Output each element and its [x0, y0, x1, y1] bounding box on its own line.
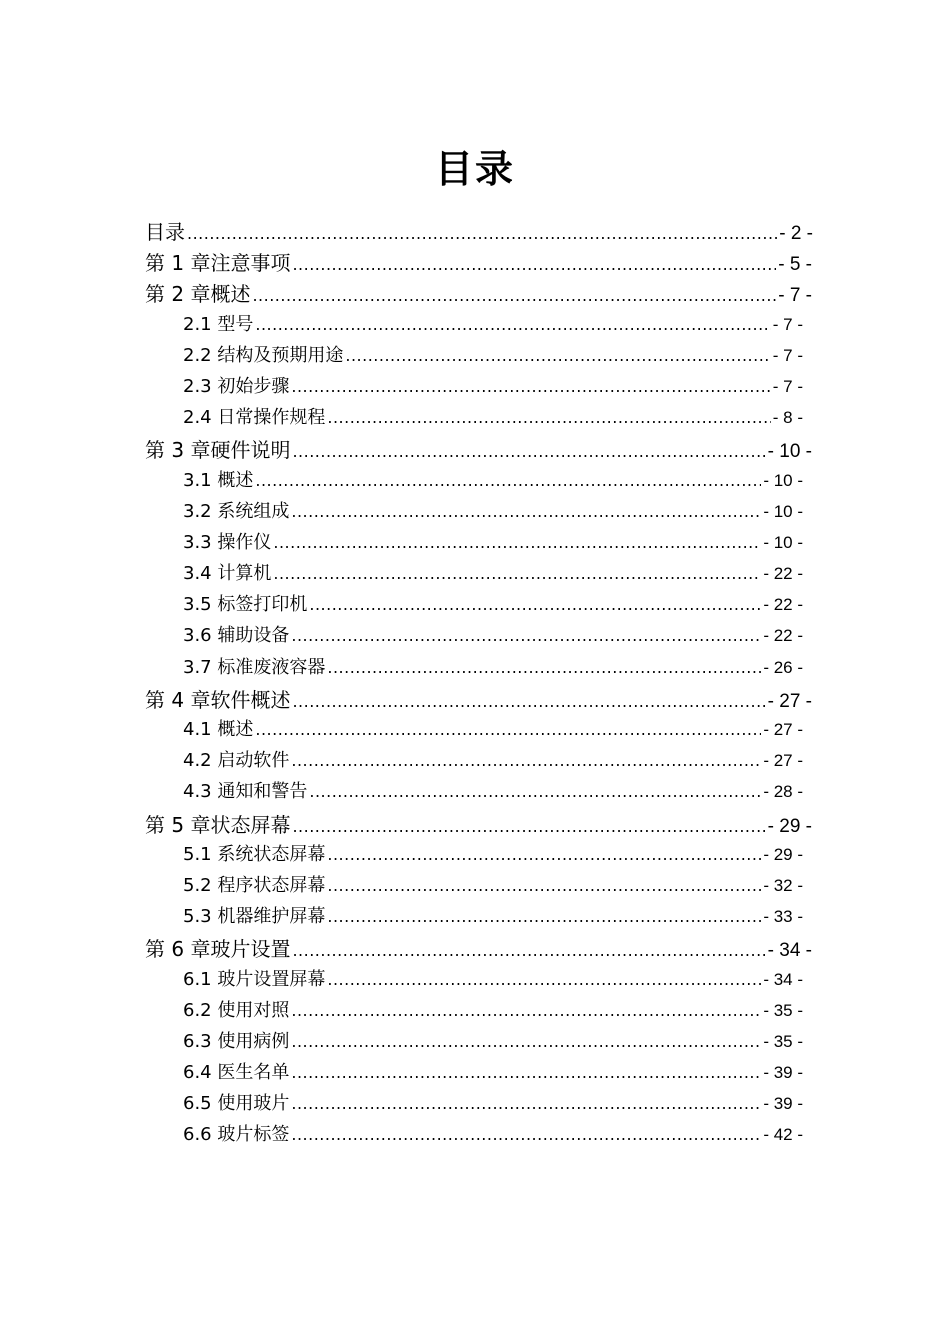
toc-leader-dots	[291, 502, 761, 521]
toc-section-entry[interactable]	[0, 965, 803, 996]
toc-leader-dots	[345, 346, 770, 365]
toc-leader-dots	[255, 315, 770, 334]
toc-section-entry[interactable]	[0, 559, 803, 590]
toc-chapter-entry[interactable]	[0, 278, 812, 309]
toc-entry-title: 2.1 型号	[183, 313, 254, 335]
toc-leader-dots	[292, 255, 776, 274]
toc-section-entry[interactable]	[0, 621, 803, 652]
toc-leader-dots	[327, 907, 761, 926]
toc-entry-title: 5.3 机器维护屏幕	[183, 906, 326, 928]
toc-leader-dots	[255, 471, 761, 490]
toc-entry-title: 6.6 玻片标签	[183, 1124, 290, 1146]
toc-title: 目录	[434, 147, 515, 191]
toc-page-number: - 39 -	[763, 1063, 803, 1083]
toc-leader-dots	[309, 782, 761, 801]
toc-section-entry[interactable]	[0, 777, 803, 808]
toc-entry-title: 第 4 章软件概述	[145, 687, 291, 712]
toc-section-entry[interactable]	[0, 653, 803, 684]
toc-leader-dots	[291, 377, 770, 396]
toc-page-number: - 22 -	[763, 564, 803, 584]
toc-chapter-entry[interactable]	[0, 434, 812, 465]
toc-leader-dots	[291, 1063, 761, 1082]
toc-entry-title: 6.1 玻片设置屏幕	[183, 968, 326, 990]
toc-leader-dots	[255, 720, 761, 739]
toc-section-entry[interactable]	[0, 1027, 803, 1058]
toc-entry-title: 6.5 使用玻片	[183, 1093, 290, 1115]
toc-chapter-entry[interactable]	[0, 933, 812, 964]
toc-entry-title: 目录	[145, 220, 185, 244]
toc-entry-title: 第 1 章注意事项	[145, 251, 291, 276]
toc-page-number: - 22 -	[763, 595, 803, 615]
toc-entry-title: 第 3 章硬件说明	[145, 438, 291, 463]
toc-page-number: - 2 -	[779, 223, 813, 244]
toc-section-entry[interactable]	[0, 403, 803, 434]
toc-entry-title: 5.1 系统状态屏幕	[183, 843, 326, 865]
toc-page-number: - 10 -	[763, 532, 803, 552]
toc-section-entry[interactable]	[0, 341, 803, 372]
toc-entry-title: 4.1 概述	[183, 719, 254, 740]
toc-page-number: - 35 -	[763, 1000, 803, 1020]
toc-leader-dots	[327, 408, 770, 427]
toc-page-number: - 33 -	[763, 907, 803, 927]
toc-section-entry[interactable]	[0, 372, 803, 403]
toc-page-number: - 22 -	[763, 626, 803, 646]
toc-page-number: - 34 -	[763, 969, 803, 989]
toc-page-number: - 7 -	[772, 314, 803, 334]
toc-leader-dots	[291, 751, 761, 770]
toc-leader-dots	[292, 817, 765, 836]
toc-leader-dots	[292, 941, 765, 960]
toc-section-entry[interactable]	[0, 840, 803, 871]
toc-page-number: - 8 -	[772, 408, 803, 428]
toc-page-number: - 10 -	[767, 441, 812, 463]
toc-page-number: - 35 -	[763, 1031, 803, 1051]
toc-entry-title: 3.1 概述	[183, 469, 254, 491]
toc-leader-dots	[291, 1001, 761, 1020]
toc-leader-dots	[291, 1125, 761, 1144]
toc-page-number: - 27 -	[767, 690, 812, 712]
toc-page-number: - 7 -	[778, 285, 812, 307]
toc-section-entry[interactable]	[0, 528, 803, 559]
toc-leader-dots	[327, 658, 761, 677]
toc-page-number: - 29 -	[763, 844, 803, 864]
toc-entry-title: 4.3 通知和警告	[183, 781, 308, 803]
toc-page-number: - 7 -	[772, 376, 803, 396]
toc-section-entry[interactable]	[0, 497, 803, 528]
toc-page-number: - 5 -	[778, 254, 812, 276]
toc-page-number: - 28 -	[763, 782, 803, 802]
toc-page-number: - 7 -	[772, 345, 803, 365]
toc-chapter-entry[interactable]	[0, 809, 812, 840]
toc-page-number: - 42 -	[763, 1125, 803, 1145]
toc-section-entry[interactable]	[0, 1120, 803, 1151]
toc-page-number: - 34 -	[767, 940, 812, 962]
toc-leader-dots	[309, 595, 761, 614]
toc-leader-dots	[187, 224, 777, 243]
toc-leader-dots	[252, 286, 776, 305]
toc-entry-title: 第 5 章状态屏幕	[145, 812, 291, 837]
toc-entry-title: 3.5 标签打印机	[183, 594, 308, 616]
toc-list	[0, 216, 950, 1152]
toc-leader-dots	[291, 626, 761, 645]
toc-entry-title: 3.7 标准废液容器	[183, 656, 326, 678]
toc-entry-title: 6.3 使用病例	[183, 1030, 290, 1052]
toc-section-entry[interactable]	[0, 746, 803, 777]
toc-section-entry[interactable]	[0, 310, 803, 341]
toc-section-entry[interactable]	[0, 902, 803, 933]
toc-page-number: - 27 -	[763, 751, 803, 771]
toc-section-entry[interactable]	[0, 1089, 803, 1120]
toc-page-number: - 10 -	[763, 470, 803, 490]
toc-leader-dots	[327, 845, 761, 864]
toc-entry-title: 2.4 日常操作规程	[183, 407, 326, 429]
toc-page-number: - 10 -	[763, 501, 803, 521]
toc-entry-title: 3.3 操作仪	[183, 531, 272, 553]
toc-leader-dots	[327, 876, 761, 895]
toc-page-number: - 32 -	[763, 875, 803, 895]
toc-section-entry[interactable]	[0, 590, 803, 621]
toc-entry-title: 第 2 章概述	[145, 282, 251, 307]
toc-chapter-entry[interactable]	[0, 216, 813, 247]
toc-leader-dots	[291, 1032, 761, 1051]
toc-leader-dots	[273, 564, 761, 583]
toc-chapter-entry[interactable]	[0, 247, 812, 278]
toc-page-number: - 29 -	[767, 815, 812, 837]
toc-entry-title: 3.6 辅助设备	[183, 625, 290, 647]
toc-entry-title: 第 6 章玻片设置	[145, 937, 291, 962]
toc-page-number: - 26 -	[763, 657, 803, 677]
toc-section-entry[interactable]	[0, 1058, 803, 1089]
toc-leader-dots	[291, 1094, 761, 1113]
toc-page-number: - 39 -	[763, 1094, 803, 1114]
toc-entry-title: 2.2 结构及预期用途	[183, 344, 344, 366]
toc-section-entry[interactable]	[0, 715, 803, 746]
toc-leader-dots	[327, 970, 761, 989]
toc-chapter-entry[interactable]	[0, 684, 812, 715]
toc-entry-title: 4.2 启动软件	[183, 750, 290, 772]
toc-entry-title: 2.3 初始步骤	[183, 375, 290, 397]
toc-entry-title: 6.2 使用对照	[183, 999, 290, 1021]
toc-leader-dots	[292, 442, 765, 461]
toc-entry-title: 5.2 程序状态屏幕	[183, 874, 326, 896]
toc-section-entry[interactable]	[0, 996, 803, 1027]
toc-entry-title: 3.4 计算机	[183, 563, 272, 585]
toc-entry-title: 6.4 医生名单	[183, 1062, 290, 1084]
toc-section-entry[interactable]	[0, 466, 803, 497]
toc-leader-dots	[292, 692, 765, 711]
toc-entry-title: 3.2 系统组成	[183, 500, 290, 522]
toc-page-number: - 27 -	[763, 720, 803, 739]
toc-section-entry[interactable]	[0, 871, 803, 902]
toc-leader-dots	[273, 533, 761, 552]
